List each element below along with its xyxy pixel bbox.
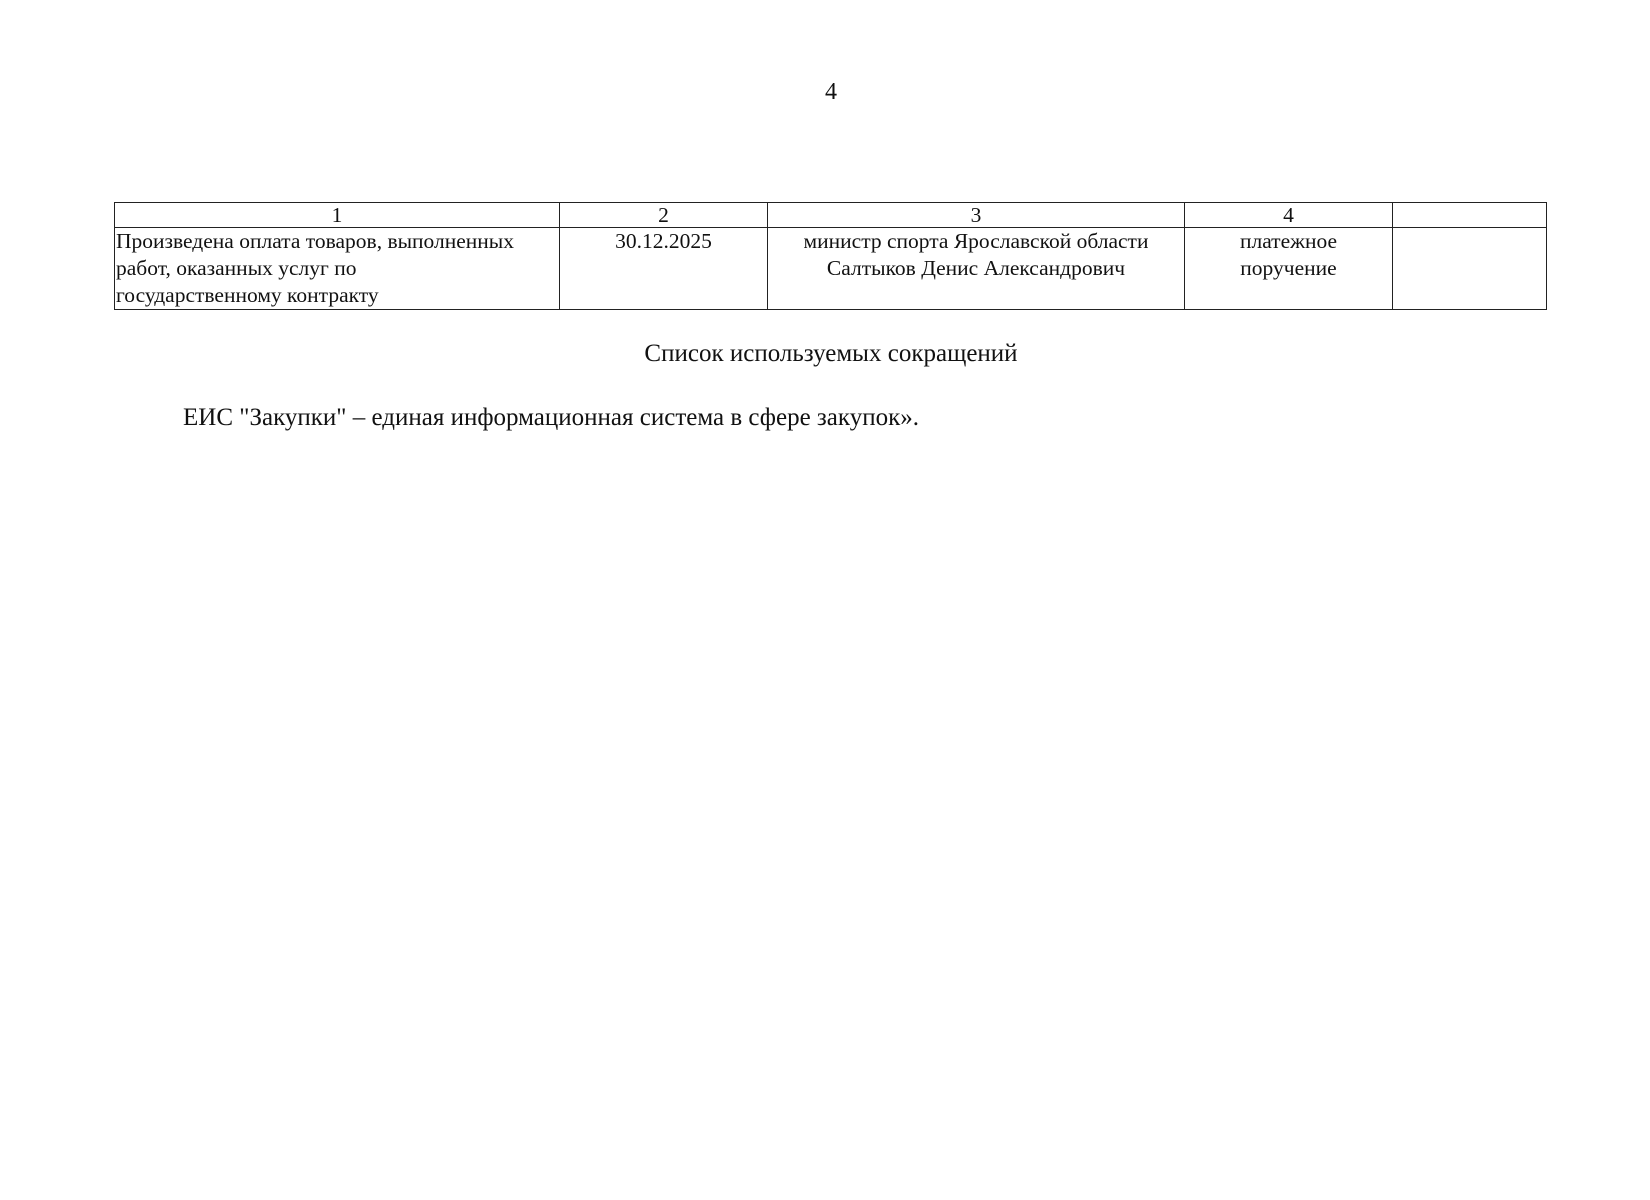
document-type-cell (1185, 228, 1393, 310)
event-description-line: работ, оказанных услуг по (116, 256, 357, 280)
event-description-line: Произведена оплата товаров, выполненных (116, 229, 514, 253)
responsible-person-cell (768, 228, 1185, 310)
column-header-5 (1393, 203, 1547, 228)
empty-cell (1393, 228, 1547, 310)
column-header-2: 2 (560, 203, 768, 228)
abbreviations-title: Список используемых сокращений (644, 340, 1018, 367)
column-header-1: 1 (115, 203, 560, 228)
date-cell (560, 228, 768, 310)
table-row (115, 228, 1547, 310)
event-description-cell (115, 228, 560, 310)
table-header-row (115, 203, 1547, 228)
event-description-line: государственному контракту (116, 283, 379, 307)
column-header-3: 3 (768, 203, 1185, 228)
responsible-person-line: министр спорта Ярославской области (803, 229, 1149, 253)
abbreviation-entry: ЕИС "Закупки" – единая информационная система в сфере закупок». (183, 404, 919, 431)
document-type-line: платежное (1239, 229, 1338, 253)
column-header-4: 4 (1185, 203, 1393, 228)
date-value: 30.12.2025 (615, 229, 712, 253)
document-type-line: поручение (1240, 256, 1337, 280)
responsible-person-line: Салтыков Денис Александрович (826, 256, 1126, 280)
report-table (114, 202, 1547, 310)
page-number: 4 (825, 79, 837, 105)
